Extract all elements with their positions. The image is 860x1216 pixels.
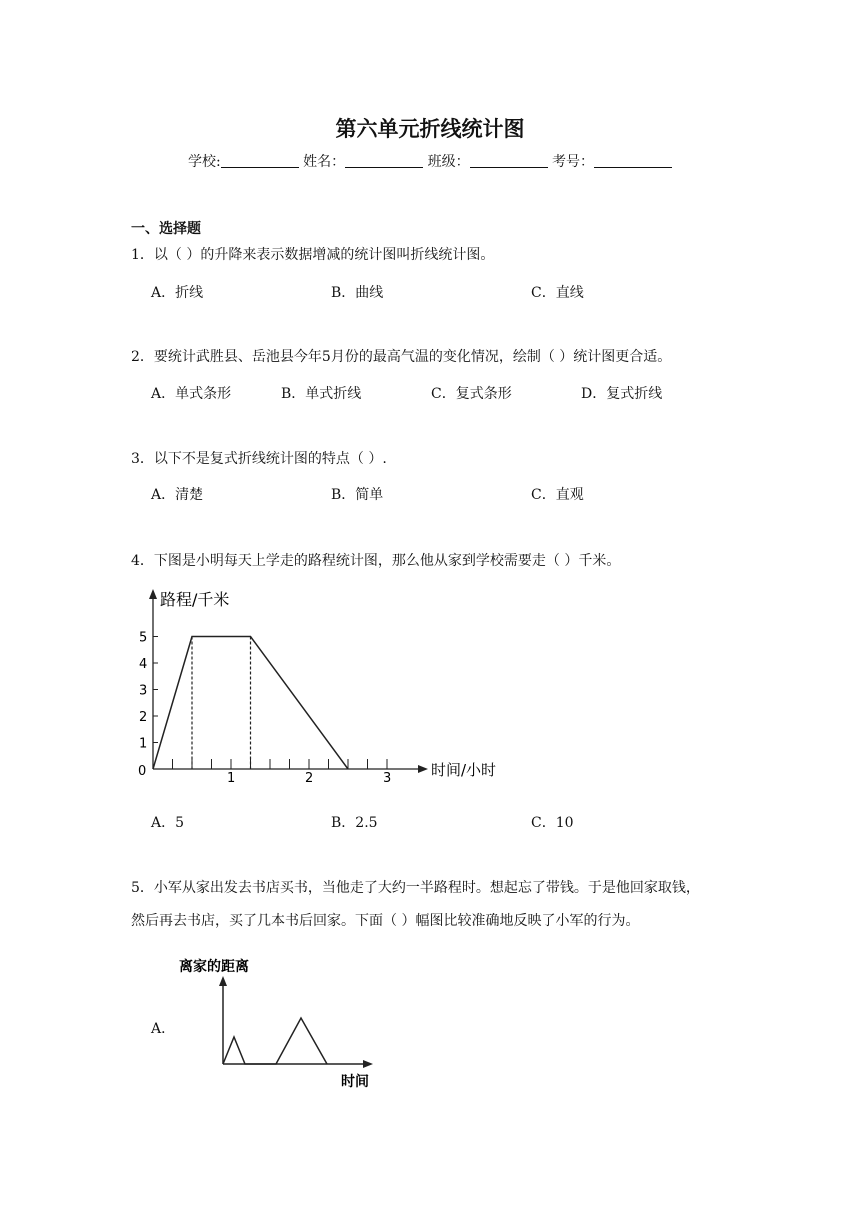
x-axis-arrow xyxy=(418,765,428,773)
origin-label: 0 xyxy=(138,764,147,779)
q1-option-b[interactable]: B．曲线 xyxy=(331,285,384,301)
y-axis-label: 离家的距离 xyxy=(179,959,249,975)
section-heading: 一、选择题 xyxy=(131,221,201,237)
y-axis-arrow xyxy=(149,589,157,599)
question-2: 2．要统计武胜县、岳池县今年5月份的最高气温的变化情况，绘制（ ）统计图更合适。 xyxy=(131,349,672,365)
q2-option-a[interactable]: A．单式条形 xyxy=(151,386,232,402)
number-blank[interactable] xyxy=(594,153,672,168)
y-axis-arrow xyxy=(219,976,227,986)
distance-time-line-chart xyxy=(130,585,510,785)
question-1: 1．以（ ）的升降来表示数据增减的统计图叫折线统计图。 xyxy=(131,247,495,263)
student-info-line xyxy=(0,151,860,171)
school-label: 学校: xyxy=(187,154,221,170)
x-axis-label: 时间/小时 xyxy=(431,761,497,779)
q2-option-d[interactable]: D．复式折线 xyxy=(581,386,663,402)
x-tick-label: 1 xyxy=(227,771,236,785)
q1-option-a[interactable]: A．折线 xyxy=(151,285,204,301)
class-label: 班级： xyxy=(427,154,470,170)
q2-option-c[interactable]: C．复式条形 xyxy=(431,386,512,402)
x-tick-label: 2 xyxy=(305,771,314,785)
x-axis-label: 时间 xyxy=(341,1074,369,1090)
q4-option-a[interactable]: A．5 xyxy=(151,815,185,831)
name-label: 姓名： xyxy=(303,154,346,170)
class-blank[interactable] xyxy=(470,153,548,168)
number-label: 考号： xyxy=(552,154,595,170)
q1-option-c[interactable]: C．直线 xyxy=(531,285,584,301)
question-3: 3．以下不是复式折线统计图的特点（ ）. xyxy=(131,451,387,467)
q3-option-b[interactable]: B．简单 xyxy=(331,487,384,503)
q5-option-a-chart xyxy=(175,952,385,1092)
y-tick-label: 2 xyxy=(139,710,148,725)
q5-option-a[interactable]: A． xyxy=(151,1021,176,1037)
y-tick-label: 5 xyxy=(139,630,148,646)
y-axis-label: 路程/千米 xyxy=(160,590,230,609)
y-tick-label: 1 xyxy=(139,736,148,752)
q4-option-b[interactable]: B．2.5 xyxy=(331,815,378,831)
q3-option-c[interactable]: C．直观 xyxy=(531,487,584,503)
x-tick-label: 3 xyxy=(383,771,392,785)
question-5-line-2: 然后再去书店，买了几本书后回家。下面（ ）幅图比较准确地反映了小军的行为。 xyxy=(131,913,640,929)
y-tick-label: 3 xyxy=(139,683,148,699)
q4-option-c[interactable]: C．10 xyxy=(531,815,574,831)
x-axis-arrow xyxy=(363,1060,373,1068)
y-tick-label: 4 xyxy=(139,657,148,672)
series-line xyxy=(223,1018,327,1064)
question-5-line-1: 5．小军从家出发去书店买书，当他走了大约一半路程时。想起忘了带钱。于是他回家取钱， xyxy=(131,880,700,896)
name-blank[interactable] xyxy=(345,153,423,168)
q3-option-a[interactable]: A．清楚 xyxy=(151,487,204,503)
school-blank[interactable] xyxy=(221,153,299,168)
q2-option-b[interactable]: B．单式折线 xyxy=(281,386,362,402)
page-title: 第六单元折线统计图 xyxy=(335,117,525,141)
question-4: 4．下图是小明每天上学走的路程统计图，那么他从家到学校需要走（ ）千米。 xyxy=(131,553,621,569)
